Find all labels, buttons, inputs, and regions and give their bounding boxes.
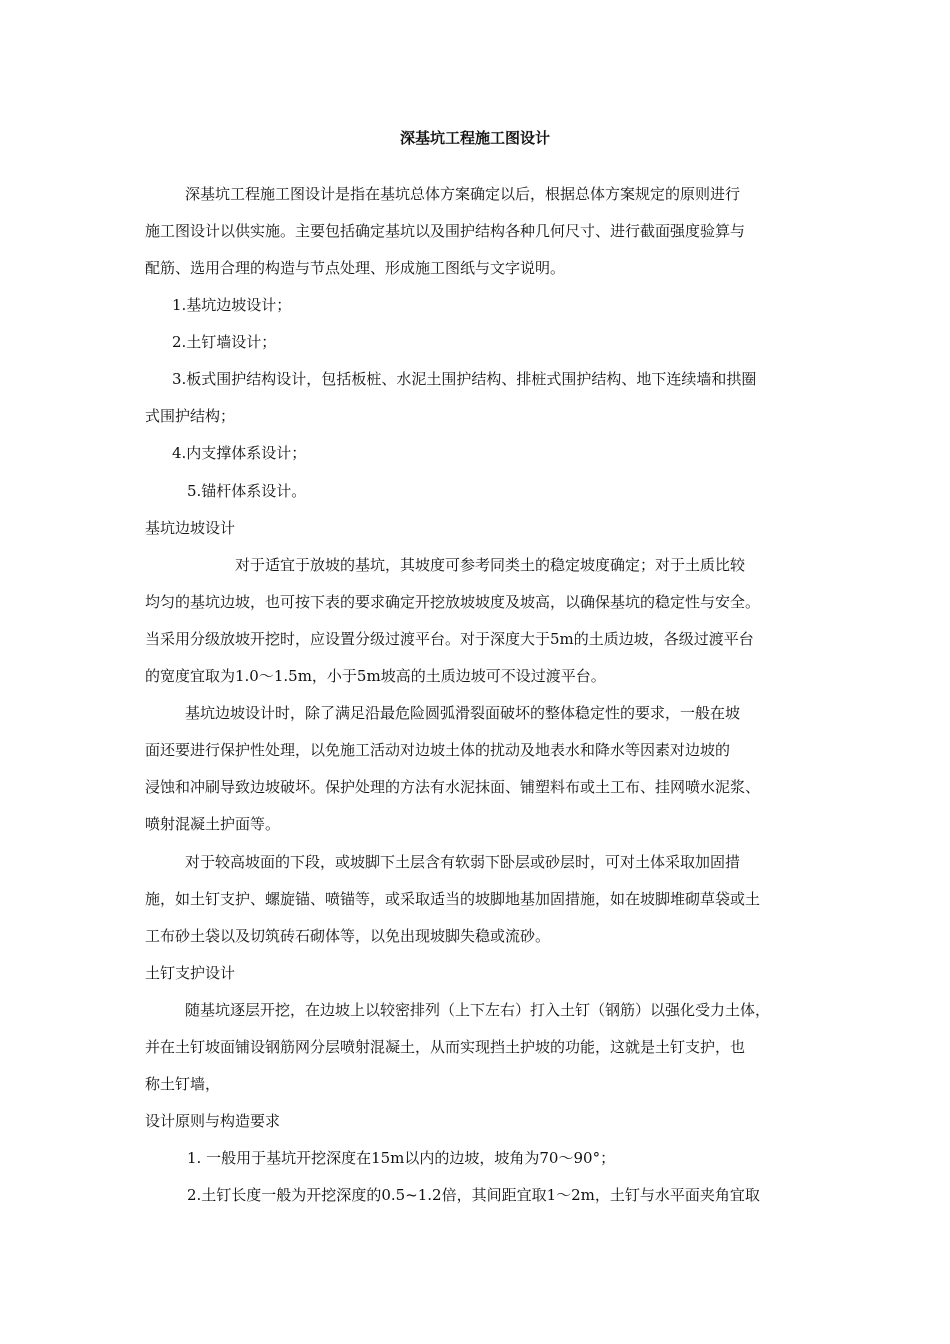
paragraph-line: 对于适宜于放坡的基坑，其坡度可参考同类土的稳定坡度确定；对于土质比较 (235, 556, 746, 574)
paragraph-line: 当采用分级放坡开挖时，应设置分级过渡平台。对于深度大于5m的土质边坡，各级过渡平台 (145, 630, 754, 648)
paragraph-line: 并在土钉坡面铺设钢筋网分层喷射混凝土，从而实现挡土护坡的功能，这就是土钉支护，也 (145, 1038, 746, 1056)
paragraph-line: 施，如土钉支护、螺旋锚、喷锚等，或采取适当的坡脚地基加固措施，如在坡脚堆砌草袋或土 (145, 890, 761, 908)
section-heading: 设计原则与构造要求 (145, 1112, 281, 1130)
intro-line: 施工图设计以供实施。主要包括确定基坑以及围护结构各种几何尺寸、进行截面强度验算与 (145, 222, 746, 240)
document-title: 深基坑工程施工图设计 (399, 129, 550, 147)
paragraph-line: 称土钉墙， (145, 1075, 221, 1093)
section-heading: 土钉支护设计 (145, 964, 236, 982)
list-item: 式围护结构； (145, 407, 236, 425)
list-item: 1. 一般用于基坑开挖深度在15m以内的边坡，坡角为70～90°； (187, 1149, 616, 1167)
list-item: 3.板式围护结构设计，包括板桩、水泥土围护结构、排桩式围护结构、地下连续墙和拱圈 (172, 370, 757, 388)
list-item: 1.基坑边坡设计； (172, 296, 292, 314)
intro-line: 深基坑工程施工图设计是指在基坑总体方案确定以后，根据总体方案规定的原则进行 (185, 185, 741, 203)
list-item: 2.土钉墙设计； (172, 333, 277, 351)
paragraph-line: 面还要进行保护性处理，以免施工活动对边坡土体的扰动及地表水和降水等因素对边坡的 (145, 741, 731, 759)
paragraph-line: 的宽度宜取为1.0～1.5m，小于5m坡高的土质边坡可不设过渡平台。 (145, 667, 606, 685)
paragraph-line: 基坑边坡设计时，除了满足沿最危险圆弧滑裂面破坏的整体稳定性的要求，一般在坡 (185, 704, 741, 722)
paragraph-line: 随基坑逐层开挖，在边坡上以较密排列（上下左右）打入土钉（钢筋）以强化受力土体， (185, 1001, 771, 1019)
intro-line: 配筋、选用合理的构造与节点处理、形成施工图纸与文字说明。 (145, 259, 566, 277)
paragraph-line: 浸蚀和冲刷导致边坡破坏。保护处理的方法有水泥抹面、铺塑料布或土工布、挂网喷水泥浆、 (145, 778, 761, 796)
paragraph-line: 均匀的基坑边坡，也可按下表的要求确定开挖放坡坡度及坡高，以确保基坑的稳定性与安全。 (145, 593, 761, 611)
list-item: 5.锚杆体系设计。 (187, 482, 307, 500)
list-item: 4.内支撑体系设计； (172, 444, 307, 462)
list-item: 2.土钉长度一般为开挖深度的0.5~1.2倍，其间距宜取1～2m，土钉与水平面夹角宜取 (187, 1186, 760, 1204)
section-heading: 基坑边坡设计 (145, 519, 236, 537)
paragraph-line: 喷射混凝土护面等。 (145, 815, 281, 833)
paragraph-line: 工布砂土袋以及切筑砖石砌体等，以免出现坡脚失稳或流砂。 (145, 927, 551, 945)
paragraph-line: 对于较高坡面的下段，或坡脚下土层含有软弱下卧层或砂层时，可对土体采取加固措 (185, 853, 741, 871)
